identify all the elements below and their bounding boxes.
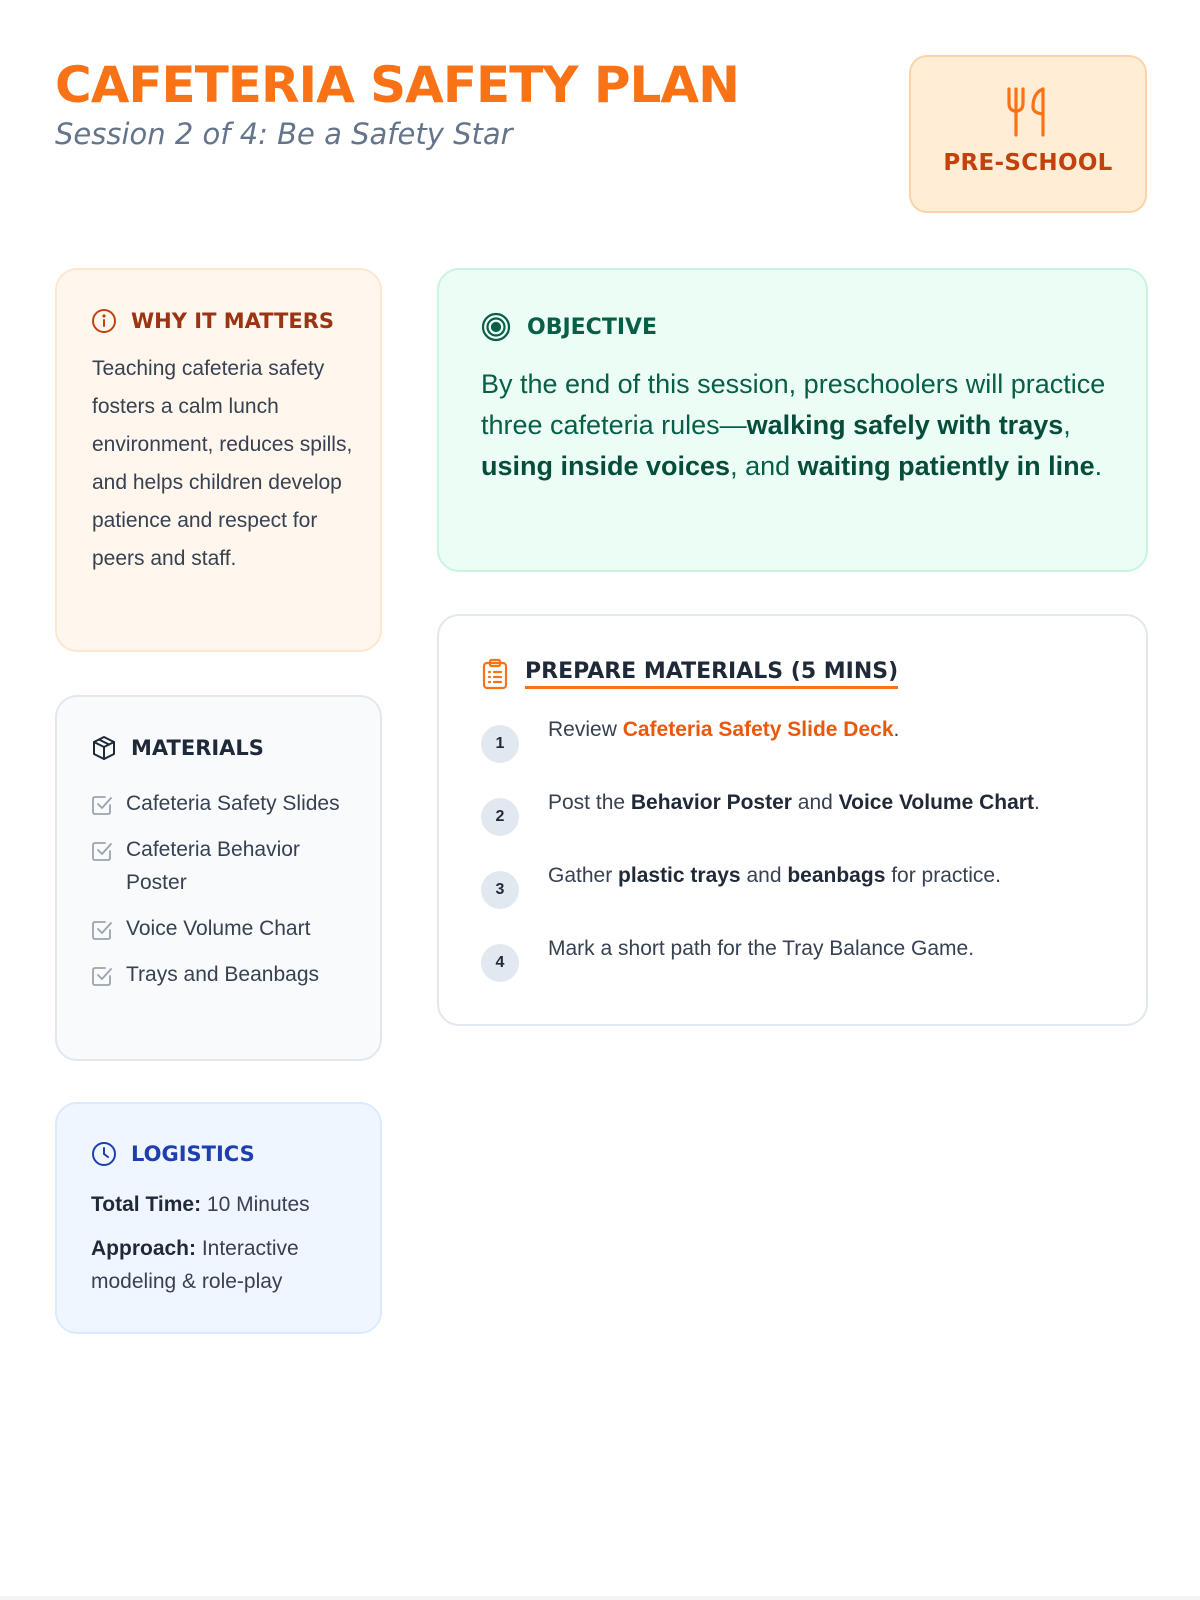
list-item — [481, 935, 1121, 1008]
step-text — [548, 789, 1040, 817]
step-number: 1 — [481, 725, 519, 763]
logistics-card — [55, 1102, 382, 1334]
rule-voices: using inside voices — [481, 451, 731, 481]
checkbox-icon — [91, 840, 113, 862]
utensils-icon — [1003, 85, 1053, 139]
material-label: Trays and Beanbags — [126, 963, 320, 986]
approach-row — [91, 1232, 356, 1298]
step-emphasis: Behavior Poster — [630, 791, 792, 814]
list-item — [91, 912, 356, 945]
clipboard-icon — [481, 658, 509, 690]
material-label: Voice Volume Chart — [126, 917, 311, 940]
step-emphasis: Voice Volume Chart — [838, 791, 1034, 814]
objective-separator: , and — [730, 451, 798, 481]
step-text-part: and — [740, 864, 788, 887]
page-subtitle: Session 2 of 4: Be a Safety Star — [55, 117, 513, 151]
step-number: 2 — [481, 798, 519, 836]
logistics-heading-label: LOGISTICS — [131, 1142, 255, 1166]
objective-end: . — [1094, 451, 1103, 481]
page-header — [55, 58, 855, 151]
rule-walking: walking safely with trays — [746, 410, 1064, 440]
total-time-label: Total Time: — [91, 1193, 202, 1216]
materials-card — [55, 695, 382, 1061]
why-heading-label: WHY IT MATTERS — [131, 309, 334, 333]
list-item — [481, 716, 1121, 789]
prepare-heading — [481, 658, 898, 690]
logistics-heading — [91, 1141, 255, 1167]
materials-heading — [91, 735, 264, 761]
prepare-steps — [481, 716, 1121, 1008]
step-text-part: . — [1033, 791, 1040, 814]
why-text: Teaching cafeteria safety fosters a calm lunch environment, reduces spills, and helps children develop patience and respect for peers and staff. — [92, 357, 353, 570]
why-it-matters-card — [55, 268, 382, 652]
objective-text — [481, 364, 1121, 487]
step-number: 4 — [481, 944, 519, 982]
step-number: 3 — [481, 871, 519, 909]
objective-text-intro: By the end of this session, preschoolers will practice three cafeteria rules— — [481, 369, 1106, 440]
badge-label: PRE-SCHOOL — [943, 150, 1113, 176]
total-time-row — [91, 1188, 356, 1221]
list-item — [481, 789, 1121, 862]
list-item — [481, 862, 1121, 935]
checkbox-icon — [91, 794, 113, 816]
checkbox-icon — [91, 919, 113, 941]
step-text-part: . — [893, 718, 900, 741]
prepare-materials-card — [437, 614, 1148, 1026]
step-text — [548, 862, 1001, 890]
page-bottom-divider — [0, 1596, 1200, 1600]
objective-heading — [481, 312, 657, 342]
page-title: CAFETERIA SAFETY PLAN — [55, 56, 739, 114]
material-label: Cafeteria Safety Slides — [126, 792, 340, 815]
rule-waiting: waiting patiently in line — [797, 451, 1095, 481]
slide-deck-link[interactable]: Cafeteria Safety Slide Deck — [622, 718, 894, 741]
objective-heading-label: OBJECTIVE — [527, 314, 658, 340]
target-icon — [481, 312, 511, 342]
objective-separator: , — [1063, 410, 1071, 440]
package-icon — [91, 735, 117, 761]
step-text — [548, 716, 899, 744]
material-label: Cafeteria Behavior Poster — [126, 838, 300, 894]
step-text-part: for practice. — [885, 864, 1001, 887]
clock-icon — [91, 1141, 117, 1167]
step-text — [548, 935, 974, 963]
prepare-heading-label: PREPARE MATERIALS (5 MINS) — [525, 659, 898, 689]
step-text-part: Gather — [548, 864, 619, 887]
step-emphasis: beanbags — [787, 864, 886, 887]
list-item — [91, 787, 356, 820]
why-heading — [91, 308, 334, 334]
checkbox-icon — [91, 965, 113, 987]
grade-badge — [909, 55, 1147, 213]
info-icon — [91, 308, 117, 334]
step-text-part: Post the — [548, 791, 631, 814]
step-emphasis: plastic trays — [618, 864, 741, 887]
step-text-part: Mark a short path for the Tray Balance Game. — [548, 937, 975, 960]
list-item — [91, 833, 356, 899]
objective-card — [437, 268, 1148, 572]
materials-heading-label: MATERIALS — [131, 736, 264, 760]
approach-label: Approach: — [91, 1237, 196, 1260]
materials-list — [91, 787, 356, 1004]
list-item — [91, 958, 356, 991]
approach-value: Interactive modeling & role-play — [91, 1237, 299, 1293]
step-text-part: and — [791, 791, 839, 814]
step-text-part: Review — [548, 718, 623, 741]
total-time-value: 10 Minutes — [201, 1193, 310, 1216]
